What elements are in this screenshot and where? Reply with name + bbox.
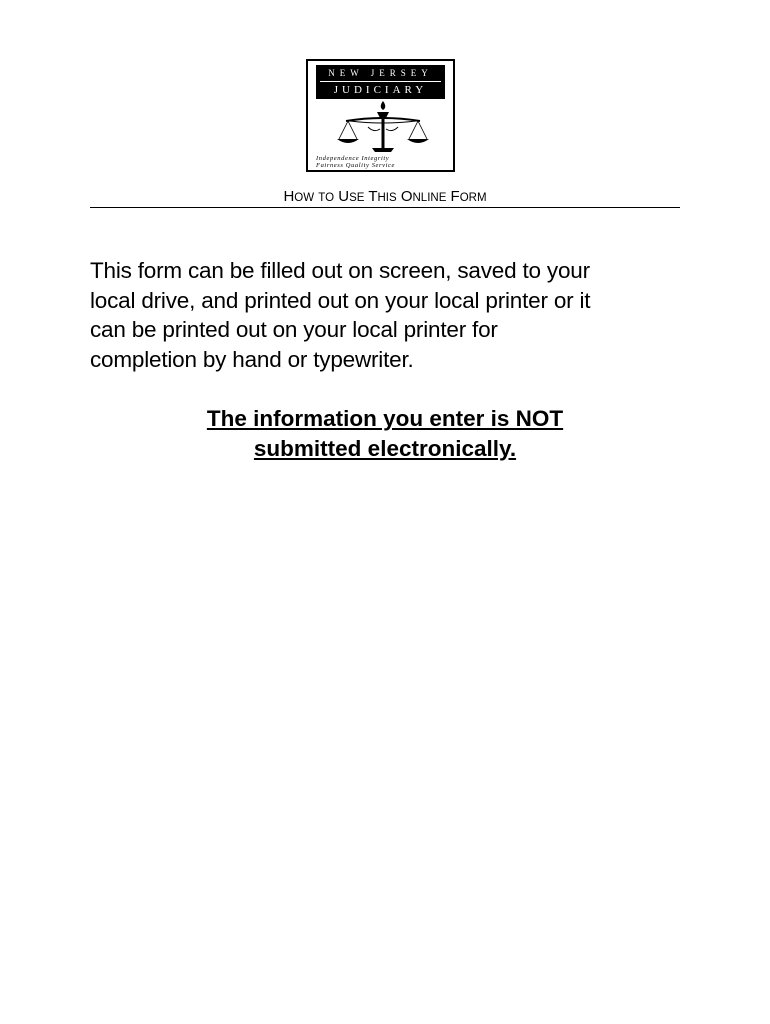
logo-line-new-jersey: NEW JERSEY [328, 68, 433, 78]
heading-small-caps: HIS [377, 192, 397, 204]
heading-initial: O [400, 188, 413, 205]
heading-initial: T [318, 192, 326, 204]
heading-small-caps: OW [294, 192, 315, 204]
heading-initial: T [368, 188, 378, 205]
logo-line-judiciary: JUDICIARY [333, 84, 428, 96]
logo-motto-line: Fairness Quality Service [316, 162, 396, 169]
heading-initial: H [283, 188, 295, 205]
paragraph-line: This form can be filled out on screen, saved to your [90, 258, 590, 283]
page-title [90, 187, 680, 208]
paragraph-line: can be printed out on your local printer for [90, 317, 498, 342]
heading-initial: U [338, 188, 350, 205]
logo-motto-line: Independence Integrity [316, 155, 390, 162]
logo-banner [316, 65, 445, 99]
notice-line: The information you enter is NOT [206, 406, 564, 431]
submission-notice [90, 404, 680, 463]
paragraph-line: local drive, and printed out on your local printer or it [90, 287, 591, 313]
logo-banner-rule [320, 81, 441, 82]
heading-small-caps: NLINE [412, 192, 447, 204]
nj-judiciary-logo [306, 59, 455, 172]
heading-small-caps: SE [349, 192, 365, 204]
logo-motto [316, 155, 436, 169]
heading-small-caps: O [325, 192, 335, 204]
heading-initial: F [450, 188, 460, 205]
heading-small-caps: ORM [459, 192, 487, 204]
notice-line: submitted electronically. [253, 435, 517, 461]
instructions-paragraph [90, 256, 690, 374]
paragraph-line: completion by hand or typewriter. [90, 346, 414, 372]
scales-of-justice-icon [328, 99, 438, 155]
heading-divider [90, 207, 680, 208]
